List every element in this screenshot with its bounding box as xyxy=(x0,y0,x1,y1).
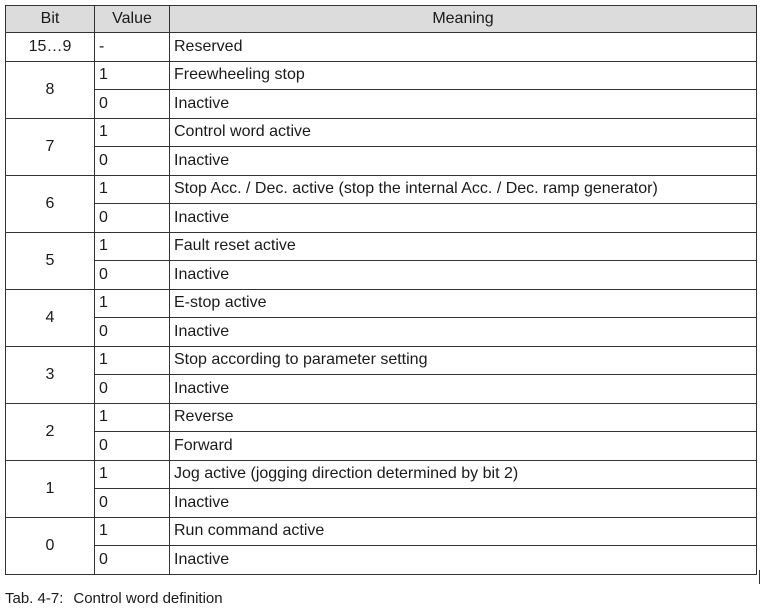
meaning-cell: Reverse xyxy=(170,403,757,432)
meaning-cell: E-stop active xyxy=(170,289,757,318)
value-cell: 0 xyxy=(95,261,170,290)
table-row xyxy=(6,517,757,546)
table-row xyxy=(6,61,757,90)
bit-cell: 2 xyxy=(6,403,95,460)
caption-label: Tab. 4-7: xyxy=(5,590,64,607)
header-meaning: Meaning xyxy=(170,6,757,33)
table-row xyxy=(6,33,757,62)
control-word-table xyxy=(5,5,757,575)
table-row xyxy=(6,432,757,461)
value-cell: 1 xyxy=(95,289,170,318)
margin-mark xyxy=(759,570,760,584)
bit-cell: 7 xyxy=(6,118,95,175)
table-row xyxy=(6,90,757,119)
value-cell: 0 xyxy=(95,90,170,119)
bit-cell: 0 xyxy=(6,517,95,574)
meaning-cell: Control word active xyxy=(170,118,757,147)
table-row xyxy=(6,318,757,347)
value-cell: 1 xyxy=(95,346,170,375)
value-cell: 0 xyxy=(95,318,170,347)
value-cell: 0 xyxy=(95,432,170,461)
value-cell: 1 xyxy=(95,460,170,489)
meaning-cell: Inactive xyxy=(170,204,757,233)
bit-cell: 1 xyxy=(6,460,95,517)
value-cell: 0 xyxy=(95,489,170,518)
table-row xyxy=(6,546,757,575)
table-row xyxy=(6,204,757,233)
meaning-cell: Stop Acc. / Dec. active (stop the internal Acc. / Dec. ramp generator) xyxy=(170,175,757,204)
value-cell: 0 xyxy=(95,375,170,404)
value-cell: 1 xyxy=(95,175,170,204)
meaning-cell: Inactive xyxy=(170,147,757,176)
value-cell: 0 xyxy=(95,204,170,233)
table-body xyxy=(6,33,757,575)
bit-cell: 4 xyxy=(6,289,95,346)
value-cell: 1 xyxy=(95,403,170,432)
meaning-cell: Inactive xyxy=(170,90,757,119)
bit-cell: 15…9 xyxy=(6,33,95,62)
meaning-cell: Fault reset active xyxy=(170,232,757,261)
value-cell: 1 xyxy=(95,232,170,261)
value-cell: 0 xyxy=(95,147,170,176)
table-row xyxy=(6,289,757,318)
table-row xyxy=(6,375,757,404)
bit-cell: 5 xyxy=(6,232,95,289)
meaning-cell: Inactive xyxy=(170,261,757,290)
table-row xyxy=(6,403,757,432)
table-caption xyxy=(5,590,223,607)
meaning-cell: Stop according to parameter setting xyxy=(170,346,757,375)
bit-cell: 6 xyxy=(6,175,95,232)
value-cell: 1 xyxy=(95,118,170,147)
bit-cell: 3 xyxy=(6,346,95,403)
table-row xyxy=(6,261,757,290)
table-row xyxy=(6,147,757,176)
meaning-cell: Inactive xyxy=(170,489,757,518)
bit-cell: 8 xyxy=(6,61,95,118)
header-value: Value xyxy=(95,6,170,33)
meaning-cell: Inactive xyxy=(170,375,757,404)
meaning-cell: Jog active (jogging direction determined by bit 2) xyxy=(170,460,757,489)
value-cell: 1 xyxy=(95,517,170,546)
value-cell: - xyxy=(95,33,170,62)
meaning-cell: Freewheeling stop xyxy=(170,61,757,90)
meaning-cell: Inactive xyxy=(170,318,757,347)
header-row xyxy=(6,6,757,33)
table-row xyxy=(6,346,757,375)
table-row xyxy=(6,460,757,489)
value-cell: 0 xyxy=(95,546,170,575)
meaning-cell: Run command active xyxy=(170,517,757,546)
table-row xyxy=(6,175,757,204)
table-row xyxy=(6,118,757,147)
meaning-cell: Forward xyxy=(170,432,757,461)
caption-text: Control word definition xyxy=(73,590,223,607)
value-cell: 1 xyxy=(95,61,170,90)
meaning-cell: Reserved xyxy=(170,33,757,62)
header-bit: Bit xyxy=(6,6,95,33)
table-row xyxy=(6,232,757,261)
table-row xyxy=(6,489,757,518)
meaning-cell: Inactive xyxy=(170,546,757,575)
